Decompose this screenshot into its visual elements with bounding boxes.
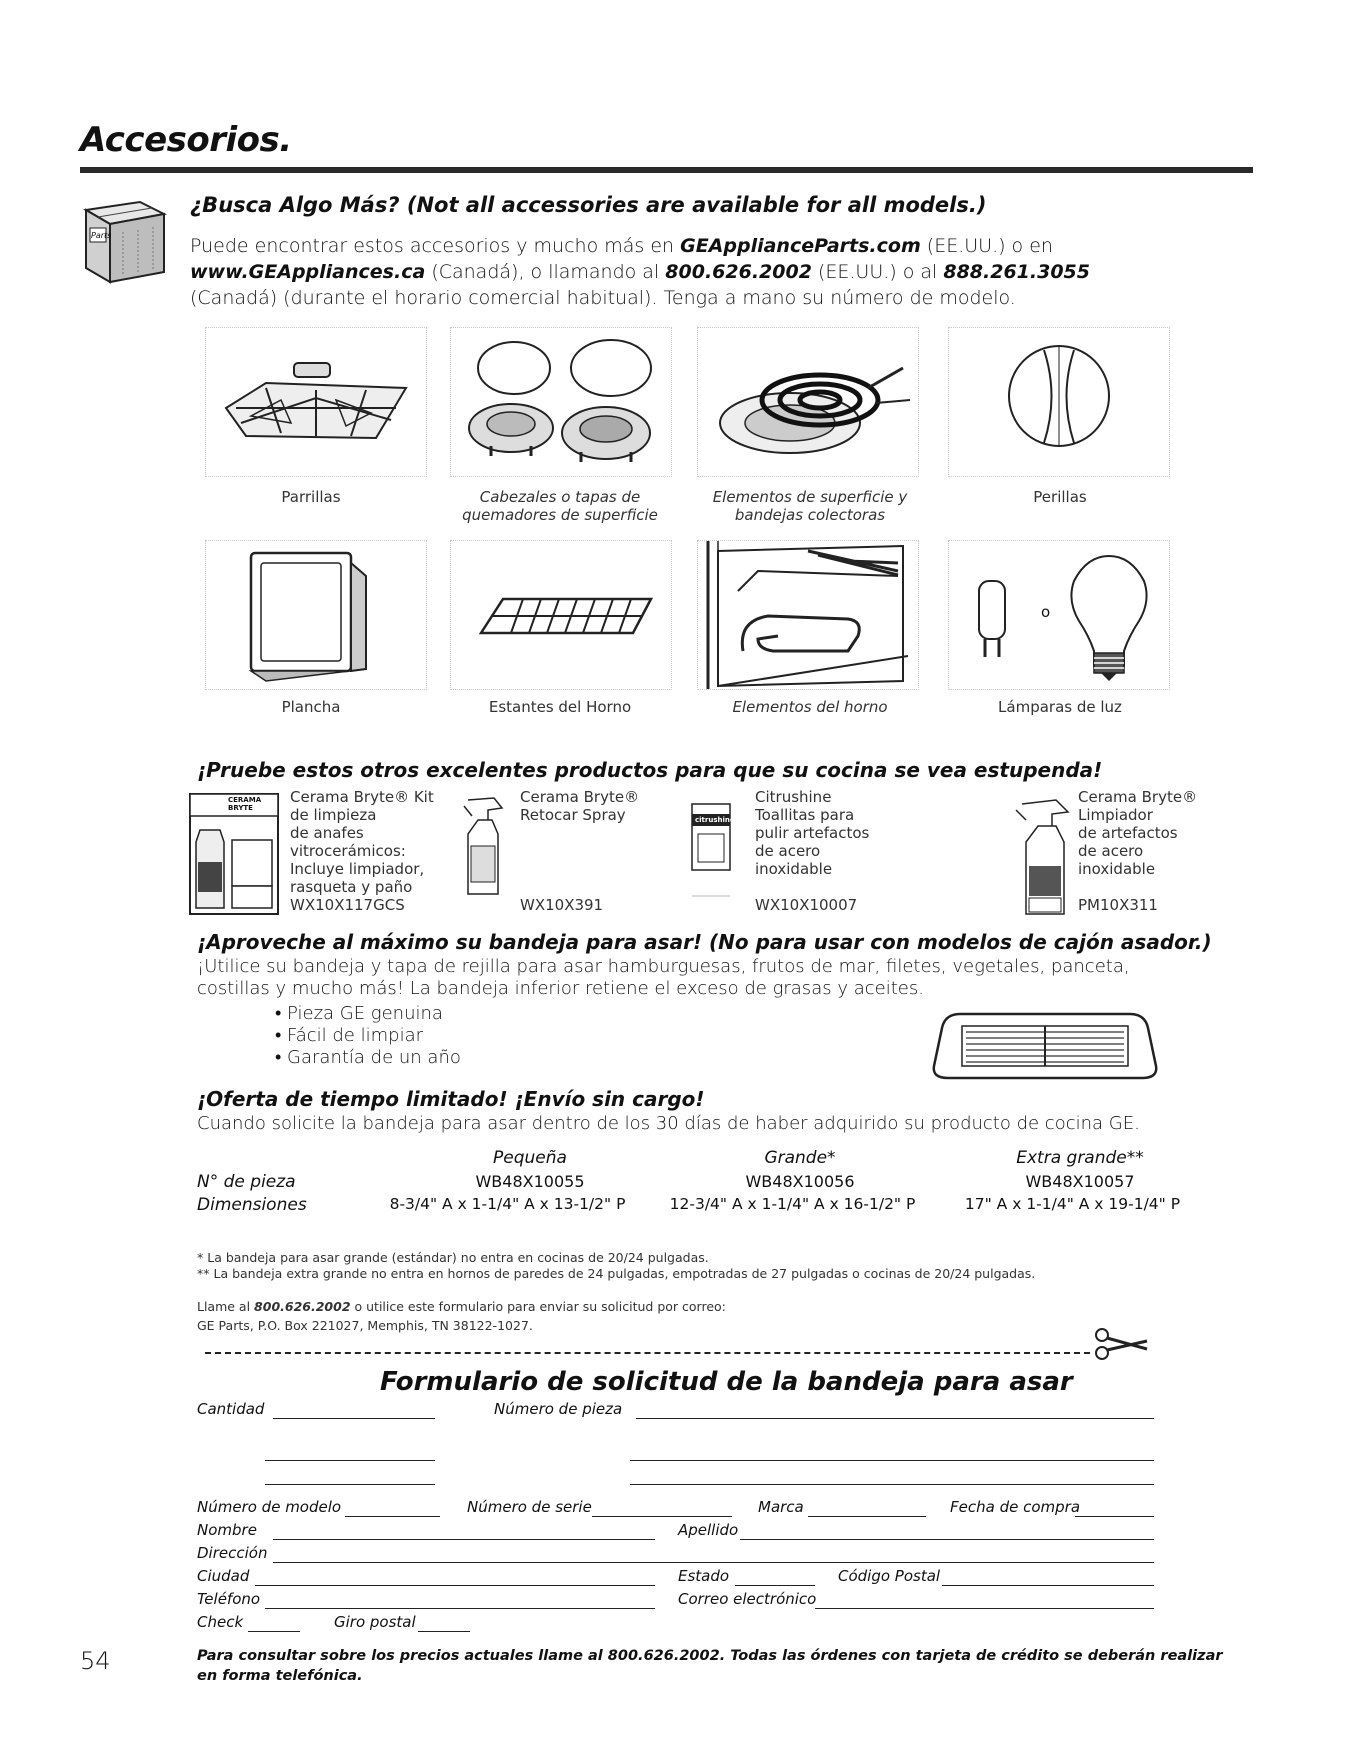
accessory-caption-1: Parrillas — [281, 488, 341, 506]
input-check[interactable] — [248, 1631, 300, 1632]
input-fecha-compra[interactable] — [1075, 1516, 1154, 1517]
bullet-item: • Pieza GE genuina — [275, 1003, 461, 1025]
broiler-pan-image — [930, 1008, 1160, 1083]
input-cantidad[interactable] — [273, 1418, 435, 1419]
input-codigo-postal[interactable] — [942, 1585, 1154, 1586]
accessory-caption-4: Perillas — [1033, 488, 1087, 506]
cerama-kit-box-text: CERAMA BRYTE — [228, 796, 262, 812]
offer-text: Cuando solicite la bandeja para asar dentro de los 30 días de haber adquirido su producto de cocina GE. — [197, 1113, 1140, 1134]
ca-site-link[interactable]: www.GEAppliances.ca — [190, 261, 426, 283]
products-heading: ¡Pruebe estos otros excelentes productos para que su cocina se vea estupenda! — [197, 758, 1103, 782]
row-label-dimensions: Dimensiones — [197, 1195, 307, 1215]
dim-xlarge: 17" A x 1-1/4" A x 19-1/4" P — [964, 1195, 1181, 1213]
parts-box-label: Parts — [91, 231, 112, 240]
accessory-caption-5: Plancha — [281, 698, 341, 716]
input-cantidad-2[interactable] — [265, 1460, 435, 1461]
broiler-heading: ¡Aproveche al máximo su bandeja para asar! (No para usar con modelos de cajón asador.) — [197, 930, 1212, 954]
cerama-kit-icon — [188, 790, 280, 918]
input-numero-serie[interactable] — [592, 1516, 732, 1517]
intro-heading: ¿Busca Algo Más? (Not all accessories are available for all models.) — [190, 193, 987, 217]
light-bulbs-image — [948, 540, 1170, 690]
label-direccion: Dirección — [197, 1544, 268, 1562]
spray-bottle-icon — [458, 790, 508, 900]
label-codigo-postal: Código Postal — [838, 1567, 941, 1585]
input-correo[interactable] — [815, 1608, 1154, 1609]
title-rule — [80, 167, 1253, 173]
oven-elements-image — [697, 540, 919, 690]
intro-text: Puede encontrar estos accesorios y mucho más en GEApplianceParts.com (EE.UU.) o en www.GEAppliances.ca (Canadá), o llamando al 800.626.2002 (EE.UU.) o al 888.261.3055 (Canadá) (durante el horario comercial habitual). Tenga a mano su número de modelo. — [190, 235, 1090, 309]
label-estado: Estado — [678, 1567, 730, 1585]
label-giro-postal: Giro postal — [334, 1613, 416, 1631]
ca-phone: 888.261.3055 — [943, 261, 1090, 283]
product-1: Cerama Bryte® Kit de limpieza de anafes vitrocerámicos: Incluye limpiador, rasqueta y paño WX10X117GCS — [290, 788, 434, 914]
part-large: WB48X10056 — [745, 1172, 855, 1191]
label-apellido: Apellido — [678, 1521, 739, 1539]
input-numero-pieza-2[interactable] — [630, 1460, 1154, 1461]
label-marca: Marca — [758, 1498, 804, 1516]
burner-caps-image — [450, 327, 672, 477]
page-title: Accesorios. — [80, 120, 292, 160]
broiler-text: ¡Utilice su bandeja y tapa de rejilla para asar hamburguesas, frutos de mar, filetes, vegetales, panceta, costillas y mucho más! La bandeja inferior retiene el exceso de grasas y aceites. — [197, 956, 1130, 999]
mail-address: GE Parts, P.O. Box 221027, Memphis, TN 38122-1027. — [197, 1318, 533, 1333]
part-xlarge: WB48X10057 — [1025, 1172, 1135, 1191]
footer-note: Para consultar sobre los precios actuales llame al 800.626.2002. Todas las órdenes con tarjeta de crédito se deberán realizar en forma telefónica. — [197, 1648, 1223, 1684]
accessory-caption-3: Elementos de superficie y bandejas colectoras — [712, 488, 908, 524]
us-phone: 800.626.2002 — [665, 261, 812, 283]
scissors-icon — [1092, 1325, 1152, 1361]
oven-racks-image — [450, 540, 672, 690]
accessory-caption-6: Estantes del Horno — [488, 698, 632, 716]
product-3-part: WX10X10007 — [755, 896, 858, 914]
bullet-item: • Fácil de limpiar — [275, 1025, 461, 1047]
product-1-part: WX10X117GCS — [290, 896, 405, 914]
product-4-part: PM10X311 — [1078, 896, 1158, 914]
input-direccion[interactable] — [273, 1562, 1154, 1563]
cut-line — [205, 1352, 1090, 1354]
citrushine-icon — [688, 790, 734, 902]
part-small: WB48X10055 — [475, 1172, 585, 1191]
parts-box-icon — [78, 192, 168, 287]
steel-cleaner-icon — [1012, 790, 1074, 918]
note-1: * La bandeja para asar grande (estándar) no entra en cocinas de 20/24 pulgadas. — [197, 1250, 709, 1265]
accessory-caption-2: Cabezales o tapas de quemadores de superficie — [462, 488, 658, 524]
input-numero-pieza[interactable] — [636, 1418, 1154, 1419]
form-title: Formulario de solicitud de la bandeja para asar — [380, 1367, 1073, 1397]
product-4: Cerama Bryte® Limpiador de artefactos de acero inoxidable — [1078, 788, 1198, 878]
label-check: Check — [197, 1613, 244, 1631]
label-fecha-compra: Fecha de compra — [950, 1498, 1081, 1516]
broiler-bullets — [275, 1003, 461, 1069]
product-3: Citrushine Toallitas para pulir artefactos de acero inoxidable — [755, 788, 870, 878]
lamp-or-text: o — [1041, 603, 1051, 621]
product-2-part: WX10X391 — [520, 896, 604, 914]
citrushine-box-text: citrushine — [695, 816, 735, 824]
input-apellido[interactable] — [740, 1539, 1154, 1540]
col-header-xlarge: Extra grande** — [1016, 1148, 1144, 1168]
label-telefono: Teléfono — [197, 1590, 261, 1608]
page-number: 54 — [80, 1647, 111, 1675]
surface-elements-image — [697, 327, 919, 477]
label-correo: Correo electrónico — [678, 1590, 817, 1608]
label-numero-pieza: Número de pieza — [494, 1400, 623, 1418]
input-numero-modelo[interactable] — [345, 1516, 440, 1517]
input-marca[interactable] — [808, 1516, 926, 1517]
input-telefono[interactable] — [265, 1608, 655, 1609]
note-2: ** La bandeja extra grande no entra en hornos de paredes de 24 pulgadas, empotradas de 27 pulgadas o cocinas de 20/24 pulgadas. — [197, 1266, 1036, 1281]
bullet-item: • Garantía de un año — [275, 1047, 461, 1069]
label-ciudad: Ciudad — [197, 1567, 250, 1585]
call-text: Llame al 800.626.2002 o utilice este formulario para enviar su solicitud por correo: — [197, 1299, 726, 1314]
griddle-image — [205, 540, 427, 690]
input-numero-pieza-3[interactable] — [630, 1484, 1154, 1485]
row-label-part: N° de pieza — [197, 1172, 296, 1192]
dim-small: 8-3/4" A x 1-1/4" A x 13-1/2" P — [389, 1195, 626, 1213]
col-header-large: Grande* — [764, 1148, 836, 1168]
knobs-image — [948, 327, 1170, 477]
parts-site-link[interactable]: GEApplianceParts.com — [680, 235, 921, 257]
dim-large: 12-3/4" A x 1-1/4" A x 16-1/2" P — [669, 1195, 916, 1213]
label-numero-modelo: Número de modelo — [197, 1498, 342, 1516]
accessory-caption-7: Elementos del horno — [732, 698, 888, 716]
col-header-small: Pequeña — [493, 1148, 567, 1168]
input-nombre[interactable] — [273, 1539, 655, 1540]
input-ciudad[interactable] — [255, 1585, 655, 1586]
input-giro-postal[interactable] — [418, 1631, 470, 1632]
label-nombre: Nombre — [197, 1521, 257, 1539]
product-2: Cerama Bryte® Retocar Spray — [520, 788, 640, 824]
input-estado[interactable] — [735, 1585, 815, 1586]
input-cantidad-3[interactable] — [265, 1484, 435, 1485]
grates-image — [205, 327, 427, 477]
accessory-caption-8: Lámparas de luz — [998, 698, 1122, 716]
offer-heading: ¡Oferta de tiempo limitado! ¡Envío sin cargo! — [197, 1087, 705, 1111]
label-cantidad: Cantidad — [197, 1400, 265, 1418]
label-numero-serie: Número de serie — [467, 1498, 592, 1516]
